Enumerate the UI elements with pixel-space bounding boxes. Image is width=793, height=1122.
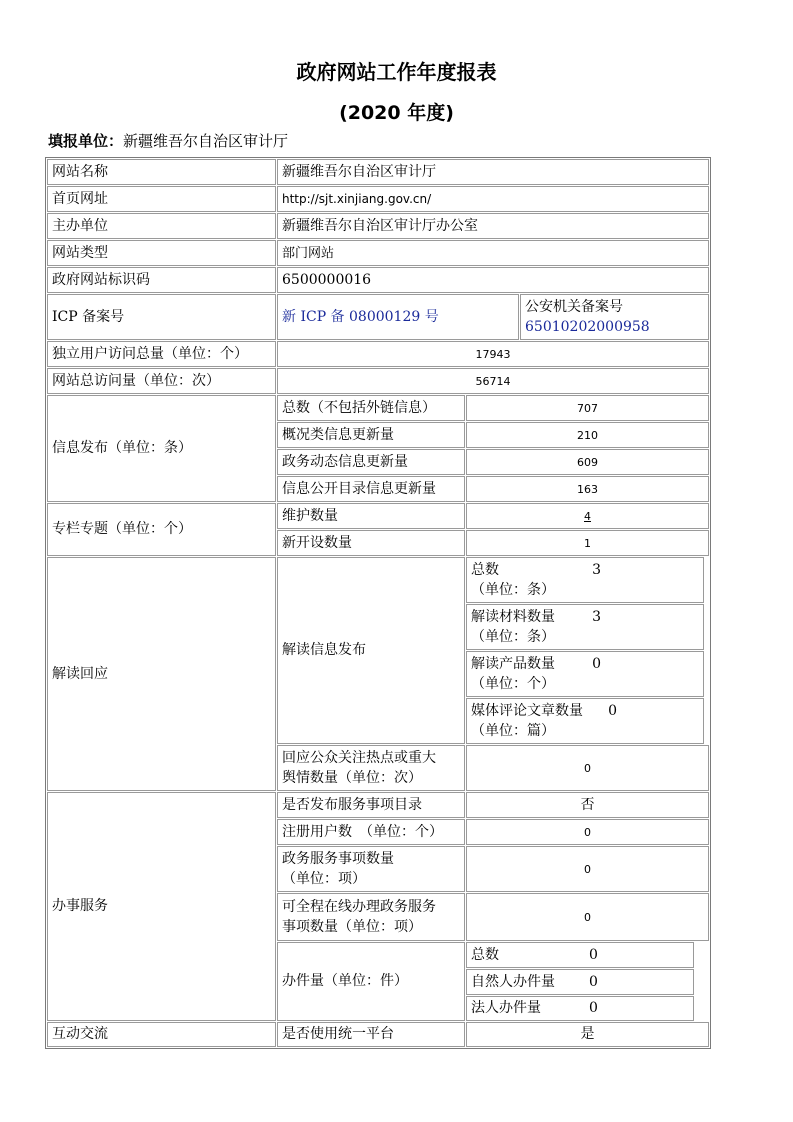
interpret-label: 解读回应 (47, 557, 276, 791)
home-url-label: 首页网址 (47, 186, 276, 212)
site-type-value: 部门网站 (277, 240, 709, 266)
info-news-value: 609 (466, 449, 709, 475)
interpret-total-label: 总数 (471, 562, 499, 578)
site-name-value: 新疆维吾尔自治区审计厅 (277, 159, 709, 185)
site-name-label: 网站名称 (47, 159, 276, 185)
service-online-value: 0 (466, 893, 709, 941)
reporting-unit-label: 填报单位： (48, 132, 124, 150)
volume-legal (466, 996, 694, 1021)
unique-visitors-value: 17943 (277, 341, 709, 367)
home-url-value: http://sjt.xinjiang.gov.cn/ (277, 186, 709, 212)
columns-maintained-label: 维护数量 (277, 503, 465, 529)
volume-legal-label: 法人办件量 (471, 1000, 541, 1016)
columns-maintained-number: 4 (584, 509, 591, 523)
interpret-product (466, 651, 704, 697)
info-news-label: 政务动态信息更新量 (277, 449, 465, 475)
response-label-line2: 舆情数量（单位：次） (282, 770, 422, 786)
info-total-value: 707 (466, 395, 709, 421)
interpret-material (466, 604, 704, 650)
interpret-total (466, 557, 704, 603)
columns-new-label: 新开设数量 (277, 530, 465, 556)
icp-label: ICP 备案号 (47, 294, 276, 340)
service-online-label (277, 893, 465, 941)
interaction-label: 互动交流 (47, 1022, 276, 1047)
columns-label: 专栏专题（单位：个） (47, 503, 276, 556)
info-catalog-value: 163 (466, 476, 709, 502)
service-users-label: 注册用户数 （单位：个） (277, 819, 465, 845)
site-type-label: 网站类型 (47, 240, 276, 266)
interpret-publish-label: 解读信息发布 (277, 557, 465, 744)
interpret-total-value: 3 (592, 562, 601, 578)
police-record-value: 65010202000958 (525, 319, 650, 335)
volume-label: 办件量（单位：件） (277, 942, 465, 1021)
interpret-media (466, 698, 704, 744)
response-value: 0 (466, 745, 709, 791)
volume-natural-label: 自然人办件量 (471, 973, 555, 990)
reporting-unit-value: 新疆维吾尔自治区审计厅 (123, 132, 289, 150)
response-label-line1: 回应公众关注热点或重大 (282, 750, 436, 766)
volume-legal-value: 0 (589, 1000, 598, 1016)
police-record (520, 294, 709, 340)
site-code-label: 政府网站标识码 (47, 267, 276, 293)
police-record-label: 公安机关备案号 (525, 299, 623, 315)
service-matters-label-line2: （单位：项） (282, 871, 366, 887)
info-overview-value: 210 (466, 422, 709, 448)
report-year: (2020 年度) (339, 102, 454, 124)
interpret-material-label: 解读材料数量 (471, 609, 555, 625)
columns-maintained-value (466, 503, 709, 529)
host-label: 主办单位 (47, 213, 276, 239)
total-visits-label: 网站总访问量（单位：次） (47, 368, 276, 394)
service-matters-label-line1: 政务服务事项数量 (282, 851, 394, 867)
reporting-unit (48, 130, 288, 151)
response-label (277, 745, 465, 791)
service-label: 办事服务 (47, 792, 276, 1021)
unified-platform-value: 是 (466, 1022, 709, 1047)
interpret-media-value: 0 (608, 703, 617, 719)
total-visits-value: 56714 (277, 368, 709, 394)
service-online-label-line2: 事项数量（单位：项） (282, 919, 422, 935)
interpret-product-label: 解读产品数量 (471, 656, 555, 672)
service-catalog-value: 否 (466, 792, 709, 818)
host-value: 新疆维吾尔自治区审计厅办公室 (277, 213, 709, 239)
volume-total-label: 总数 (471, 946, 499, 963)
interpret-product-value: 0 (592, 656, 601, 672)
interpret-material-value: 3 (592, 609, 601, 625)
service-users-value: 0 (466, 819, 709, 845)
interpret-media-label: 媒体评论文章数量 (471, 703, 583, 719)
icp-value: 新 ICP 备 08000129 号 (277, 294, 519, 340)
interpret-material-unit: （单位：条） (471, 629, 555, 645)
unified-platform-label: 是否使用统一平台 (277, 1022, 465, 1047)
interpret-product-unit: （单位：个） (471, 676, 555, 692)
service-catalog-label: 是否发布服务事项目录 (277, 792, 465, 818)
service-online-label-line1: 可全程在线办理政务服务 (282, 899, 436, 915)
volume-total (466, 942, 694, 968)
info-total-label: 总数（不包括外链信息） (277, 395, 465, 421)
interpret-media-unit: （单位：篇） (471, 723, 555, 739)
volume-natural (466, 969, 694, 995)
volume-natural-value: 0 (589, 973, 598, 990)
columns-new-value: 1 (466, 530, 709, 556)
report-title: 政府网站工作年度报表 (296, 60, 497, 84)
site-code-value: 6500000016 (277, 267, 709, 293)
info-overview-label: 概况类信息更新量 (277, 422, 465, 448)
interpret-total-unit: （单位：条） (471, 582, 555, 598)
service-matters-value: 0 (466, 846, 709, 892)
unique-visitors-label: 独立用户访问总量（单位：个） (47, 341, 276, 367)
volume-total-value: 0 (589, 946, 598, 963)
info-catalog-label: 信息公开目录信息更新量 (277, 476, 465, 502)
info-publish-label: 信息发布（单位：条） (47, 395, 276, 502)
service-matters-label (277, 846, 465, 892)
